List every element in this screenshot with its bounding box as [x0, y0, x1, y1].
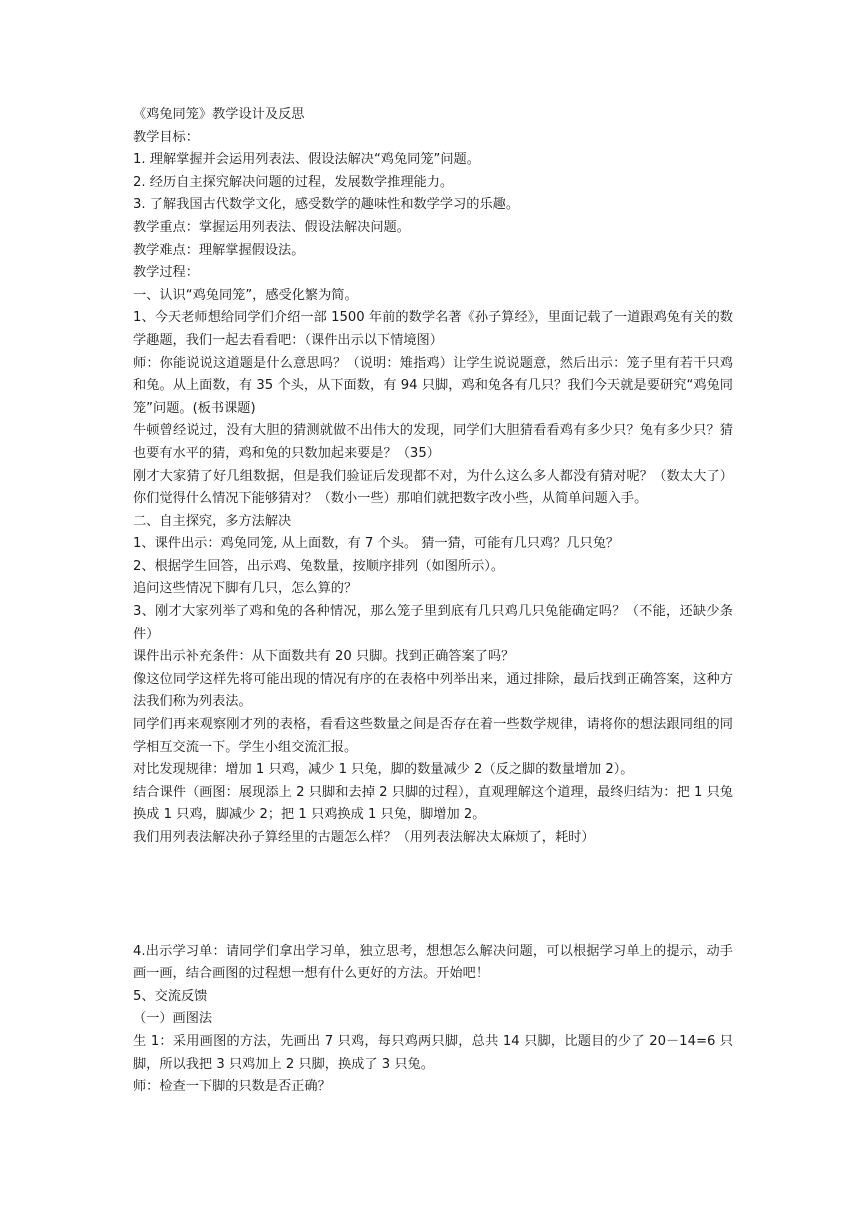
paragraph: 2、根据学生回答，出示鸡、兔数量，按顺序排列（如图所示）。 [133, 558, 505, 574]
paragraph: 结合课件（画图：展现添上 2 只脚和去掉 2 只脚的过程），直观理解这个道理，最终归结为：把 1 只兔换成 1 只鸡，脚减少 2；把 1 只鸡换成 1 只兔，脚增加 2。 [133, 784, 733, 823]
paragraph: 对比发现规律：增加 1 只鸡，减少 1 只兔，脚的数量减少 2（反之脚的数量增加 2）。 [133, 762, 634, 778]
paragraph: 5、交流反馈 [133, 988, 208, 1004]
document-page [133, 104, 733, 1099]
paragraph: 师：检查一下脚的只数是否正确？ [133, 1079, 331, 1095]
paragraph: 生 1：采用画图的方法，先画出 7 只鸡，每只鸡两只脚，总共 14 只脚，比题目的少了 20－14=6 只脚，所以我把 3 只鸡加上 2 只脚，换成了 3 只兔。 [133, 1033, 733, 1072]
section-heading: 二、自主探究，多方法解决 [133, 513, 292, 529]
document-title: 《鸡兔同笼》教学设计及反思 [133, 107, 305, 122]
process-heading: 教学过程： [133, 265, 199, 281]
paragraph: 3、刚才大家列举了鸡和兔的各种情况，那么笼子里到底有几只鸡几只兔能确定吗？（不能，还缺少条件） [133, 604, 733, 642]
paragraph: 牛顿曾经说过，没有大胆的猜测就做不出伟大的发现，同学们大胆猜看看鸡有多少只？兔有多少只？猜也要有水平的猜，鸡和兔的只数加起来要是？（35） [133, 423, 733, 461]
paragraph: 课件出示补充条件：从下面数共有 20 只脚。找到正确答案了吗？ [133, 649, 515, 665]
goal-item: 3. 了解我国古代数学文化，感受数学的趣味性和数学学习的乐趣。 [133, 197, 520, 213]
paragraph: 师：你能说说这道题是什么意思吗？（说明：雉指鸡）让学生说说题意，然后出示：笼子里有若干只鸡和兔。从上面数，有 35 个头，从下面数，有 94 只脚，鸡和兔各有几只？我们今天就是要研究“鸡兔同笼”问题。(板书课题) [133, 355, 733, 416]
paragraph: 像这位同学这样先将可能出现的情况有序的在表格中列举出来，通过排除，最后找到正确答案，这种方法我们称为列表法。 [133, 671, 733, 710]
paragraph: 1、今天老师想给同学们介绍一部 1500 年前的数学名著《孙子算经》，里面记载了一道跟鸡兔有关的数学趣题，我们一起去看看吧：（课件出示以下情境图） [133, 310, 733, 348]
blank-space [133, 850, 733, 941]
section-heading: 一、认识“鸡兔同笼”，感受化繁为简。 [133, 287, 358, 303]
paragraph: 1、课件出示：鸡兔同笼, 从上面数，有 7 个头。 猜一猜，可能有几只鸡？几只兔？ [133, 536, 620, 552]
goal-item: 1. 理解掌握并会运用列表法、假设法解决“鸡兔同笼”问题。 [133, 152, 480, 168]
paragraph: 同学们再来观察刚才列的表格，看看这些数量之间是否存在着一些数学规律，请将你的想法跟同组的同学相互交流一下。学生小组交流汇报。 [133, 717, 733, 755]
paragraph: 追问这些情况下脚有几只，怎么算的？ [133, 581, 358, 597]
paragraph: 4.出示学习单：请同学们拿出学习单，独立思考，想想怎么解决问题，可以根据学习单上的提示，动手画一画，结合画图的过程想一想有什么更好的方法。开始吧！ [133, 943, 733, 982]
goal-item: 2. 经历自主探究解决问题的过程，发展数学推理能力。 [133, 174, 454, 190]
difficulty: 教学难点：理解掌握假设法。 [133, 242, 305, 258]
paragraph: 刚才大家猜了好几组数据，但是我们验证后发现都不对，为什么这么多人都没有猜对呢？（数太大了）你们觉得什么情况下能够猜对？（数小一些）那咱们就把数字改小些，从简单问题入手。 [133, 468, 733, 507]
paragraph: （一）画图法 [133, 1011, 213, 1027]
goal-heading: 教学目标： [133, 129, 199, 145]
key-point: 教学重点：掌握运用列表法、假设法解决问题。 [133, 219, 410, 235]
paragraph: 我们用列表法解决孙子算经里的古题怎么样？（用列表法解决太麻烦了，耗时） [133, 830, 595, 845]
